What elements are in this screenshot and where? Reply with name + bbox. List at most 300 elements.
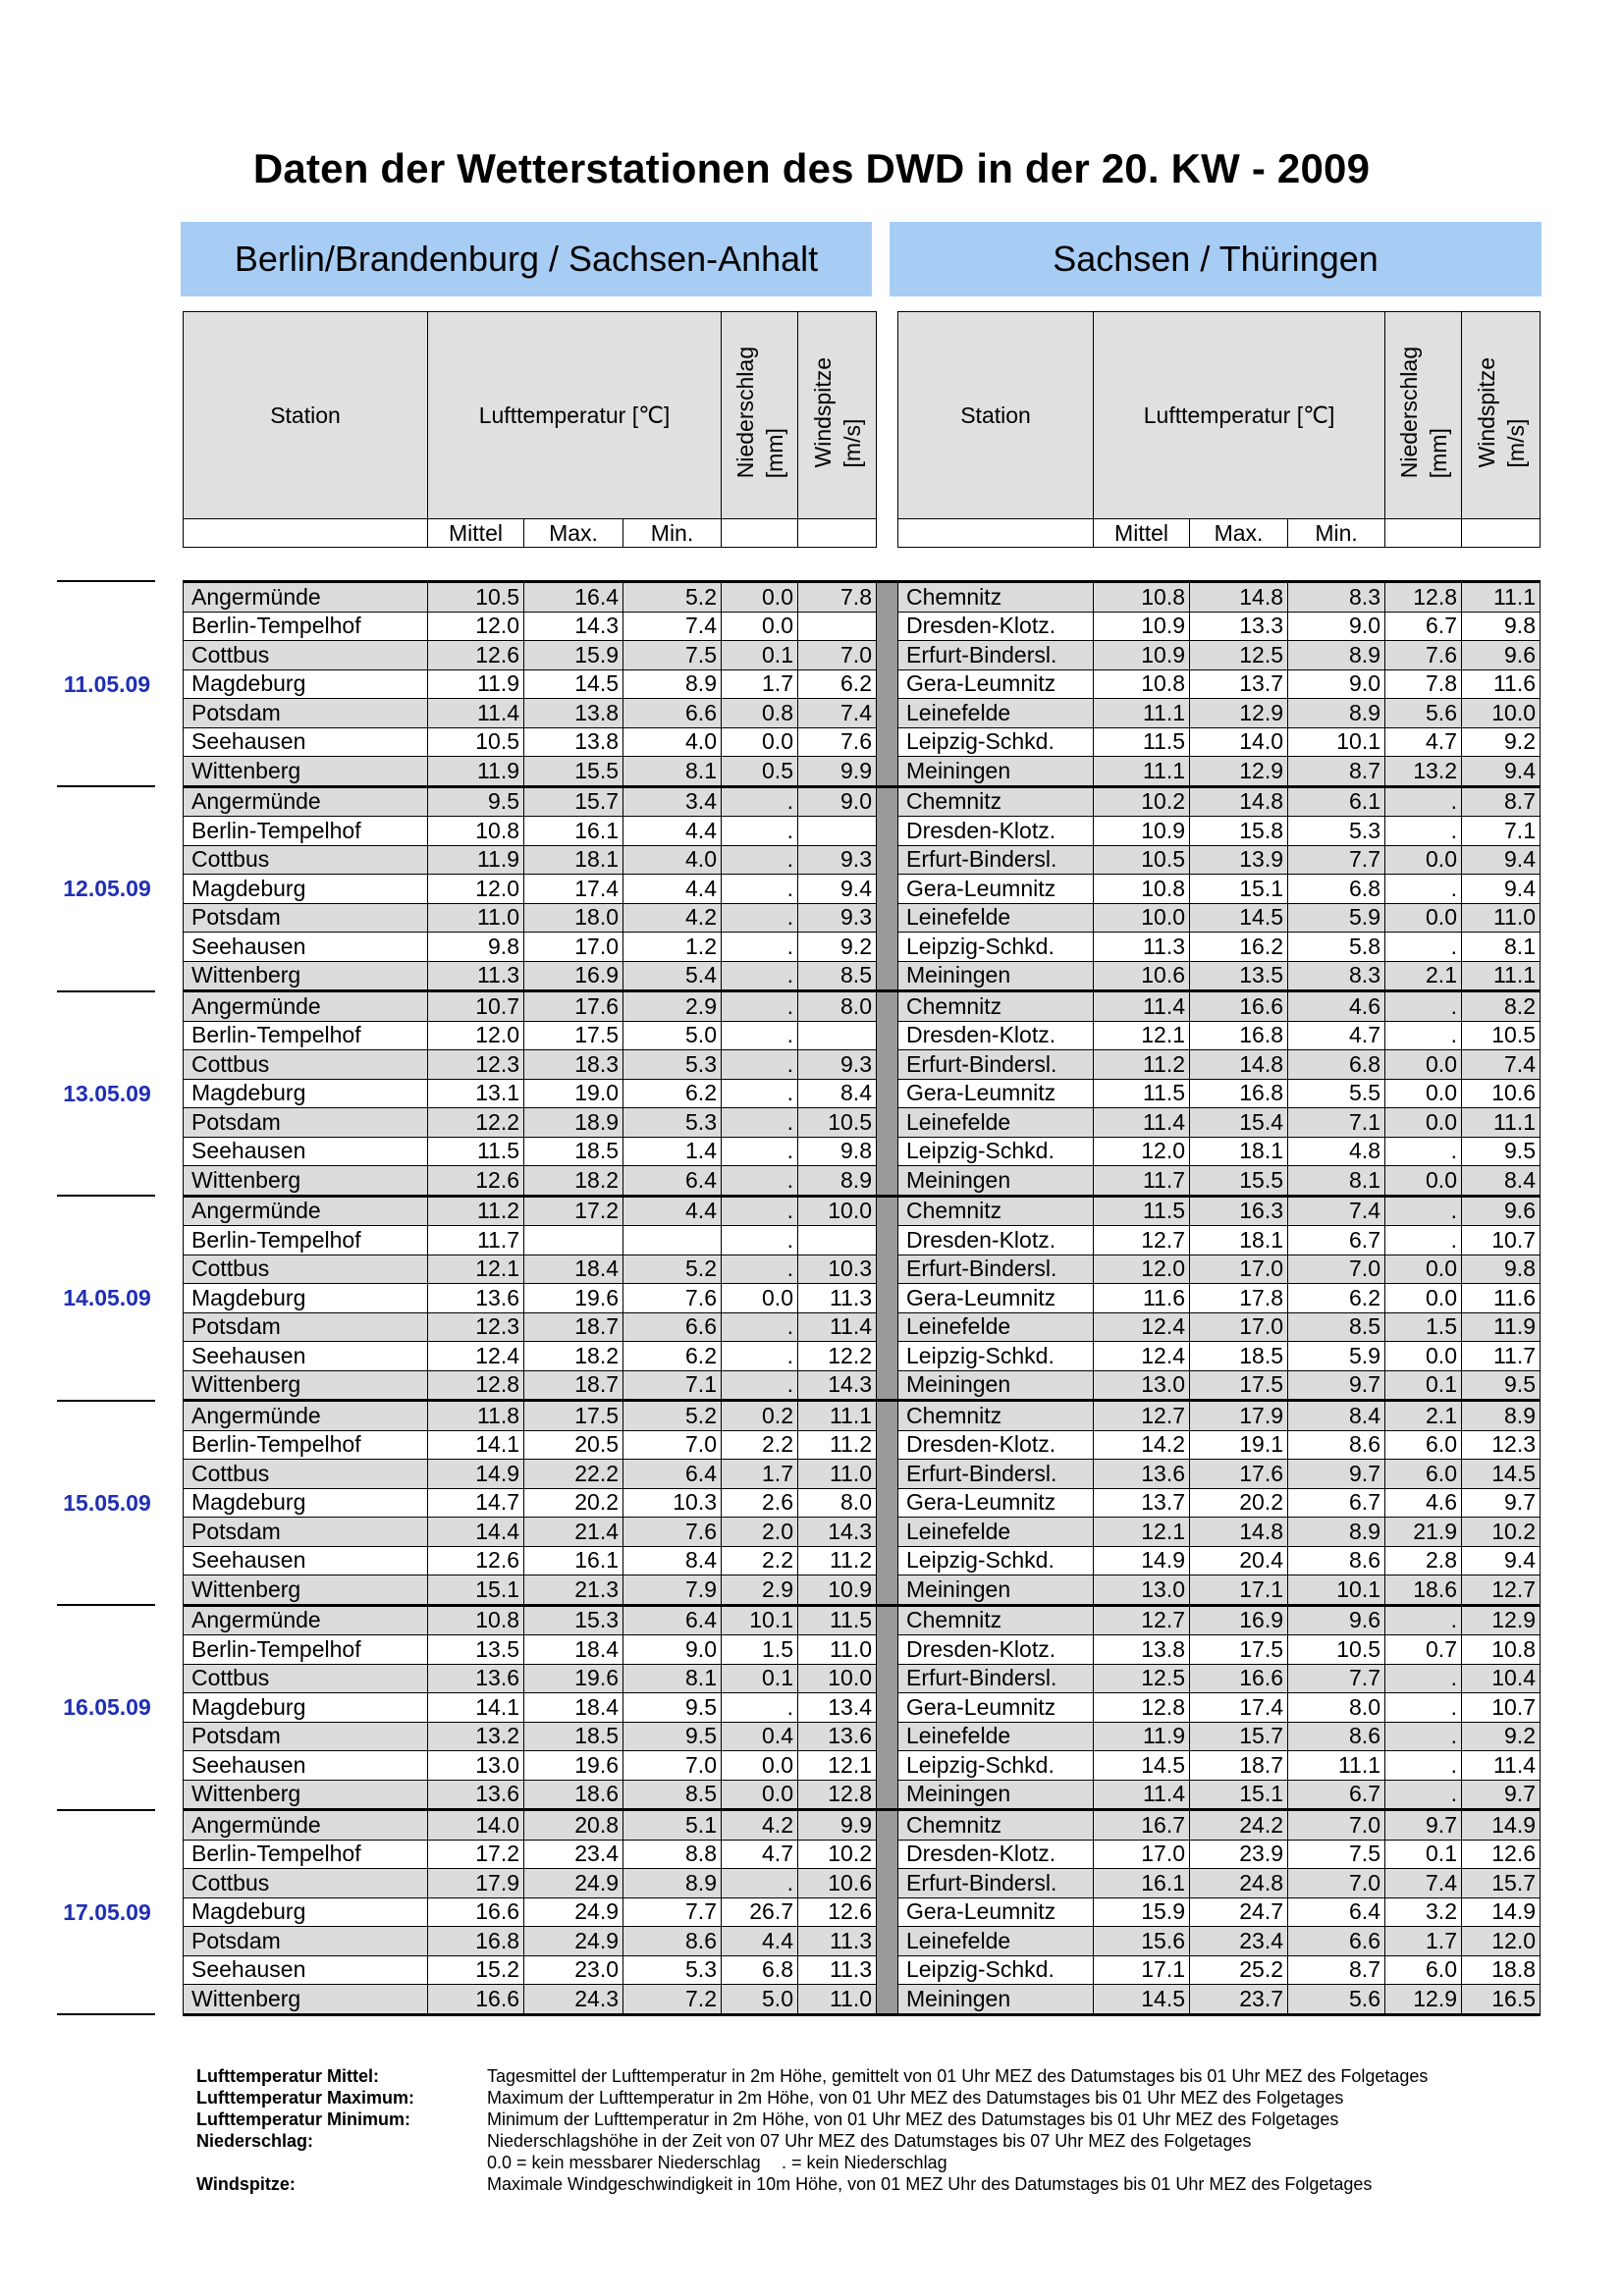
left-station-name: Potsdam [184,903,428,933]
left-station-name: Angermünde [184,1605,428,1635]
right-temp-max: 15.4 [1190,1108,1288,1138]
right-temp-mittel: 10.9 [1094,817,1190,846]
page-title: Daten der Wetterstationen des DWD in der 20. KW - 2009 [252,145,1371,191]
right-precip-value: 3.2 [1385,1897,1462,1927]
right-temp-max: 18.7 [1190,1751,1288,1781]
left-station-name: Wittenberg [184,1575,428,1606]
right-station-name: Leinefelde [898,1518,1094,1547]
left-temp-mittel: 11.8 [428,1401,524,1431]
right-station-name: Dresden-Klotz. [898,1840,1094,1869]
right-temp-min: 7.0 [1288,1869,1385,1898]
right-wind-value: 12.3 [1462,1430,1541,1460]
right-station-name: Erfurt-Bindersl. [898,1460,1094,1489]
right-temp-mittel: 11.1 [1094,699,1190,728]
left-station-name: Angermünde [184,786,428,817]
left-station-name: Potsdam [184,699,428,728]
left-temp-max: 17.5 [524,1401,623,1431]
right-precip-value: 0.0 [1385,1284,1462,1313]
left-temp-max: 18.2 [524,1342,623,1371]
right-station-name: Leinefelde [898,1927,1094,1956]
right-precip-value: . [1385,1664,1462,1693]
right-station-name: Erfurt-Bindersl. [898,1050,1094,1080]
right-precip-value: 2.8 [1385,1546,1462,1575]
left-station-name: Wittenberg [184,1370,428,1401]
left-temp-min: 6.6 [623,699,722,728]
left-temp-min: 5.3 [623,1955,722,1985]
right-wind-value: 8.1 [1462,933,1541,962]
right-wind-value: 14.9 [1462,1810,1541,1841]
left-precip-value: . [722,817,798,846]
right-temp-max: 17.6 [1190,1460,1288,1489]
right-station-name: Gera-Leumnitz [898,1079,1094,1108]
left-station-name: Cottbus [184,1869,428,1898]
right-precip-value: 0.0 [1385,1166,1462,1197]
left-wind-value: 11.3 [798,1955,877,1985]
column-gap [877,612,898,641]
legend-definition: Maximum der Lufttemperatur in 2m Höhe, von 01 Uhr MEZ des Datumstages bis 01 Uhr MEZ des Folgetages [487,2088,1344,2108]
left-temp-max: 23.4 [524,1840,623,1869]
right-precip-value: 0.1 [1385,1370,1462,1401]
left-temp-mittel: 13.0 [428,1751,524,1781]
right-wind-value: 11.1 [1462,961,1541,991]
column-gap [877,582,898,613]
left-temp-max: 17.4 [524,875,623,904]
table-row [184,612,1541,641]
left-precip-value: 2.9 [722,1575,798,1606]
right-wind-value: 11.0 [1462,903,1541,933]
legend-definition: Maximale Windgeschwindigkeit in 10m Höhe, von 01 MEZ Uhr des Datumstages bis 01 Uhr MEZ des Folgetages [487,2174,1373,2194]
right-precip-value: . [1385,1226,1462,1255]
left-temp-min: 8.9 [623,1869,722,1898]
column-gap [877,1810,898,1841]
right-station-name: Meiningen [898,1780,1094,1810]
right-precip-value: 0.7 [1385,1635,1462,1665]
right-station-name: Dresden-Klotz. [898,1226,1094,1255]
left-station-name: Potsdam [184,1927,428,1956]
legend-row [196,2065,1571,2087]
left-temp-min: 4.0 [623,845,722,875]
left-temp-max: 15.9 [524,641,623,670]
left-temp-min: 7.4 [623,612,722,641]
left-station-name: Berlin-Tempelhof [184,612,428,641]
right-station-name: Leipzig-Schkd. [898,1751,1094,1781]
right-precip-value: 6.0 [1385,1460,1462,1489]
left-temp-max: 18.4 [524,1635,623,1665]
left-temp-min: 6.2 [623,1342,722,1371]
right-station-name: Leipzig-Schkd. [898,727,1094,757]
left-temp-min: 5.3 [623,1108,722,1138]
right-temp-mittel: 11.7 [1094,1166,1190,1197]
right-temp-max: 17.1 [1190,1575,1288,1606]
left-temp-max: 19.6 [524,1751,623,1781]
right-temp-max: 12.5 [1190,641,1288,670]
right-precip-value: 18.6 [1385,1575,1462,1606]
right-temp-max: 17.5 [1190,1370,1288,1401]
left-precip-value: . [722,1693,798,1723]
subheader-empty [898,519,1094,548]
left-precip-value: 4.4 [722,1927,798,1956]
left-precip-value: . [722,1021,798,1050]
right-station-name: Chemnitz [898,1401,1094,1431]
day-separator [57,990,155,992]
left-temp-mittel: 17.2 [428,1840,524,1869]
left-temp-min: 8.1 [623,757,722,787]
wind-header-left [798,312,877,519]
right-precip-value: 5.6 [1385,699,1462,728]
day-date-label: 17.05.09 [63,1898,151,1925]
column-gap [877,1312,898,1342]
subheader-empty [184,519,428,548]
right-temp-min: 8.9 [1288,1518,1385,1547]
table-row [184,1021,1541,1050]
left-station-name: Cottbus [184,1050,428,1080]
right-wind-value: 16.5 [1462,1985,1541,2015]
column-gap [877,991,898,1022]
subheader-mittel: Mittel [428,519,524,548]
left-temp-min: 8.4 [623,1546,722,1575]
table-row [184,1751,1541,1781]
left-wind-value: 12.8 [798,1780,877,1810]
right-temp-mittel: 11.4 [1094,1780,1190,1810]
right-temp-mittel: 12.8 [1094,1693,1190,1723]
right-temp-max: 16.3 [1190,1196,1288,1226]
left-wind-value: 11.0 [798,1635,877,1665]
left-temp-mittel: 14.1 [428,1430,524,1460]
left-temp-max: 18.7 [524,1370,623,1401]
column-gap [877,641,898,670]
left-station-name: Angermünde [184,1401,428,1431]
column-gap [877,875,898,904]
left-station-name: Magdeburg [184,669,428,699]
left-temp-max: 18.5 [524,1722,623,1751]
left-precip-value: . [722,933,798,962]
left-precip-value: 10.1 [722,1605,798,1635]
right-wind-value: 10.8 [1462,1635,1541,1665]
right-station-name: Chemnitz [898,582,1094,613]
right-temp-max: 17.9 [1190,1401,1288,1431]
right-station-name: Erfurt-Bindersl. [898,641,1094,670]
right-precip-value: 0.0 [1385,845,1462,875]
left-precip-value: 6.8 [722,1955,798,1985]
left-precip-value: 2.0 [722,1518,798,1547]
right-wind-value: 9.4 [1462,1546,1541,1575]
left-precip-value: . [722,991,798,1022]
left-precip-value: 0.2 [722,1401,798,1431]
right-temp-mittel: 11.6 [1094,1284,1190,1313]
right-wind-value: 7.1 [1462,817,1541,846]
right-temp-max: 15.5 [1190,1166,1288,1197]
right-temp-mittel: 12.4 [1094,1342,1190,1371]
right-temp-min: 4.8 [1288,1137,1385,1166]
right-wind-value: 9.2 [1462,727,1541,757]
left-wind-value: 11.3 [798,1284,877,1313]
legend-term: Lufttemperatur Maximum: [196,2088,415,2108]
left-precip-value: . [722,903,798,933]
column-gap [877,1546,898,1575]
right-wind-value: 8.2 [1462,991,1541,1022]
left-station-name: Seehausen [184,1546,428,1575]
right-temp-mittel: 11.4 [1094,991,1190,1022]
right-station-name: Leipzig-Schkd. [898,1955,1094,1985]
right-temp-mittel: 11.5 [1094,1196,1190,1226]
left-wind-value: 11.3 [798,1927,877,1956]
right-temp-min: 9.6 [1288,1605,1385,1635]
right-temp-max: 18.1 [1190,1137,1288,1166]
left-wind-value: 11.2 [798,1430,877,1460]
right-temp-mittel: 12.4 [1094,1312,1190,1342]
left-temp-mittel: 12.3 [428,1312,524,1342]
left-temp-mittel: 11.4 [428,699,524,728]
wind-header-label: Windspitze [1473,356,1499,468]
left-temp-max: 20.2 [524,1488,623,1518]
left-temp-mittel: 12.3 [428,1050,524,1080]
left-temp-min: 6.4 [623,1460,722,1489]
left-temp-mittel: 15.2 [428,1955,524,1985]
right-station-name: Leinefelde [898,1722,1094,1751]
table-row [184,1518,1541,1547]
right-temp-mittel: 13.8 [1094,1635,1190,1665]
day-date-label: 14.05.09 [63,1285,151,1311]
table-row [184,875,1541,904]
precip-header-unit: [mm] [1425,428,1451,479]
table-row [184,1840,1541,1869]
right-temp-mittel: 10.9 [1094,641,1190,670]
left-temp-min: 5.4 [623,961,722,991]
left-temp-min: 6.2 [623,1079,722,1108]
left-wind-value: 8.9 [798,1166,877,1197]
right-wind-value: 14.9 [1462,1897,1541,1927]
left-wind-value: 10.2 [798,1840,877,1869]
left-precip-value: . [722,845,798,875]
left-station-name: Magdeburg [184,1488,428,1518]
left-station-name: Seehausen [184,1342,428,1371]
left-temp-max: 16.1 [524,1546,623,1575]
right-temp-mittel: 10.6 [1094,961,1190,991]
right-temp-mittel: 12.7 [1094,1605,1190,1635]
left-temp-mittel: 11.9 [428,669,524,699]
left-station-name: Berlin-Tempelhof [184,817,428,846]
table-row [184,1488,1541,1518]
right-temp-mittel: 12.0 [1094,1255,1190,1284]
table-row [184,1722,1541,1751]
right-temp-mittel: 10.8 [1094,669,1190,699]
left-station-name: Wittenberg [184,1166,428,1197]
left-wind-value: 12.6 [798,1897,877,1927]
left-temp-min: 7.9 [623,1575,722,1606]
day-separator [57,1604,155,1606]
right-wind-value: 11.7 [1462,1342,1541,1371]
day-date-label: 15.05.09 [63,1489,151,1516]
left-temp-min: 7.6 [623,1284,722,1313]
legend-definition: Niederschlagshöhe in der Zeit von 07 Uhr MEZ des Datumstages bis 07 Uhr MEZ des Folgetages [487,2131,1252,2151]
right-precip-value: 0.0 [1385,1050,1462,1080]
legend-row [196,2130,1571,2152]
column-gap [877,1780,898,1810]
region-header-left: Berlin/Brandenburg / Sachsen-Anhalt [181,222,872,296]
day-separator [57,1195,155,1197]
left-station-name: Magdeburg [184,1693,428,1723]
column-gap [877,1050,898,1080]
left-temp-min: 5.2 [623,1401,722,1431]
legend-term: Windspitze: [196,2174,296,2194]
day-separator [57,785,155,787]
left-precip-value: . [722,786,798,817]
left-temp-mittel: 12.1 [428,1255,524,1284]
left-temp-max: 18.6 [524,1780,623,1810]
left-station-name: Angermünde [184,582,428,613]
left-temp-max [524,1226,623,1255]
right-wind-value: 9.4 [1462,845,1541,875]
right-temp-min: 5.5 [1288,1079,1385,1108]
table-row [184,1342,1541,1371]
column-gap [877,1166,898,1197]
left-precip-value: 1.7 [722,1460,798,1489]
left-temp-min: 2.9 [623,991,722,1022]
column-gap [877,1284,898,1313]
left-precip-value: . [722,1137,798,1166]
left-wind-value [798,817,877,846]
left-station-name: Cottbus [184,641,428,670]
table-row [184,757,1541,787]
right-temp-min: 8.3 [1288,961,1385,991]
left-temp-mittel: 16.6 [428,1985,524,2015]
right-temp-max: 17.8 [1190,1284,1288,1313]
right-temp-mittel: 12.7 [1094,1401,1190,1431]
right-wind-value: 11.1 [1462,582,1541,613]
left-precip-value: 26.7 [722,1897,798,1927]
right-station-name: Chemnitz [898,1810,1094,1841]
right-temp-max: 15.7 [1190,1722,1288,1751]
table-row [184,699,1541,728]
right-temp-min: 6.8 [1288,875,1385,904]
subheader-max: Max. [524,519,623,548]
left-station-name: Seehausen [184,1751,428,1781]
right-temp-min: 8.6 [1288,1546,1385,1575]
left-precip-value: . [722,1226,798,1255]
right-precip-value: . [1385,1196,1462,1226]
left-temp-mittel: 14.4 [428,1518,524,1547]
right-temp-mittel: 13.0 [1094,1575,1190,1606]
left-temp-min: 8.1 [623,1664,722,1693]
left-wind-value: 11.5 [798,1605,877,1635]
right-precip-value: . [1385,1137,1462,1166]
left-station-name: Berlin-Tempelhof [184,1840,428,1869]
right-temp-max: 19.1 [1190,1430,1288,1460]
left-temp-max: 17.6 [524,991,623,1022]
left-temp-max: 18.9 [524,1108,623,1138]
left-station-name: Angermünde [184,991,428,1022]
table-row [184,1575,1541,1606]
legend [196,2065,1571,2195]
right-temp-min: 7.0 [1288,1810,1385,1841]
precip-header-right [1385,312,1462,519]
right-wind-value: 10.2 [1462,1518,1541,1547]
left-temp-min: 1.4 [623,1137,722,1166]
left-temp-max: 19.6 [524,1284,623,1313]
right-precip-value: 6.0 [1385,1430,1462,1460]
right-temp-max: 13.7 [1190,669,1288,699]
left-temp-min: 8.9 [623,669,722,699]
day-separator [57,1809,155,1811]
right-precip-value: . [1385,1693,1462,1723]
left-temp-max: 24.9 [524,1869,623,1898]
right-station-name: Meiningen [898,1985,1094,2015]
left-temp-min: 4.4 [623,817,722,846]
right-station-name: Dresden-Klotz. [898,612,1094,641]
left-temp-min: 5.2 [623,582,722,613]
left-station-name: Angermünde [184,1196,428,1226]
table-row [184,1955,1541,1985]
legend-term: Lufttemperatur Minimum: [196,2109,410,2129]
right-precip-value: . [1385,1722,1462,1751]
right-temp-min: 4.6 [1288,991,1385,1022]
left-temp-min: 5.2 [623,1255,722,1284]
left-temp-min: 5.3 [623,1050,722,1080]
right-wind-value: 15.7 [1462,1869,1541,1898]
left-temp-mittel: 12.0 [428,875,524,904]
column-gap [877,1840,898,1869]
right-temp-min: 5.9 [1288,1342,1385,1371]
right-temp-mittel: 11.5 [1094,727,1190,757]
left-precip-value: . [722,1255,798,1284]
right-temp-max: 16.9 [1190,1605,1288,1635]
right-wind-value: 11.9 [1462,1312,1541,1342]
table-row [184,933,1541,962]
column-gap [877,312,898,519]
right-wind-value: 9.8 [1462,612,1541,641]
left-precip-value: 0.1 [722,641,798,670]
right-temp-max: 15.1 [1190,1780,1288,1810]
left-wind-value: 10.3 [798,1255,877,1284]
column-gap [877,845,898,875]
right-temp-max: 17.0 [1190,1312,1288,1342]
column-gap [877,903,898,933]
right-wind-value: 18.8 [1462,1955,1541,1985]
right-precip-value: 21.9 [1385,1518,1462,1547]
column-gap [877,1430,898,1460]
right-precip-value: . [1385,1751,1462,1781]
left-station-name: Seehausen [184,727,428,757]
right-temp-mittel: 10.8 [1094,875,1190,904]
precip-header-label: Niederschlag [731,346,758,479]
left-precip-value: . [722,1050,798,1080]
left-temp-max: 18.5 [524,1137,623,1166]
right-temp-mittel: 13.7 [1094,1488,1190,1518]
table-row [184,582,1541,613]
left-temp-mittel: 13.6 [428,1664,524,1693]
right-temp-min: 6.1 [1288,786,1385,817]
legend-term: Niederschlag: [196,2131,314,2151]
right-temp-mittel: 10.5 [1094,845,1190,875]
right-temp-max: 14.8 [1190,786,1288,817]
right-temp-mittel: 11.3 [1094,933,1190,962]
right-temp-max: 13.5 [1190,961,1288,991]
column-gap [877,1021,898,1050]
right-temp-min: 8.7 [1288,757,1385,787]
left-station-name: Magdeburg [184,1079,428,1108]
temperature-header-left: Lufttemperatur [℃] [428,312,722,519]
right-temp-min: 9.0 [1288,612,1385,641]
right-precip-value: 1.7 [1385,1927,1462,1956]
column-gap [877,1108,898,1138]
right-wind-value: 10.0 [1462,699,1541,728]
column-gap [877,1196,898,1226]
left-temp-max: 16.4 [524,582,623,613]
right-precip-value: . [1385,817,1462,846]
right-temp-min: 8.1 [1288,1166,1385,1197]
table-row [184,991,1541,1022]
column-gap [877,1693,898,1723]
